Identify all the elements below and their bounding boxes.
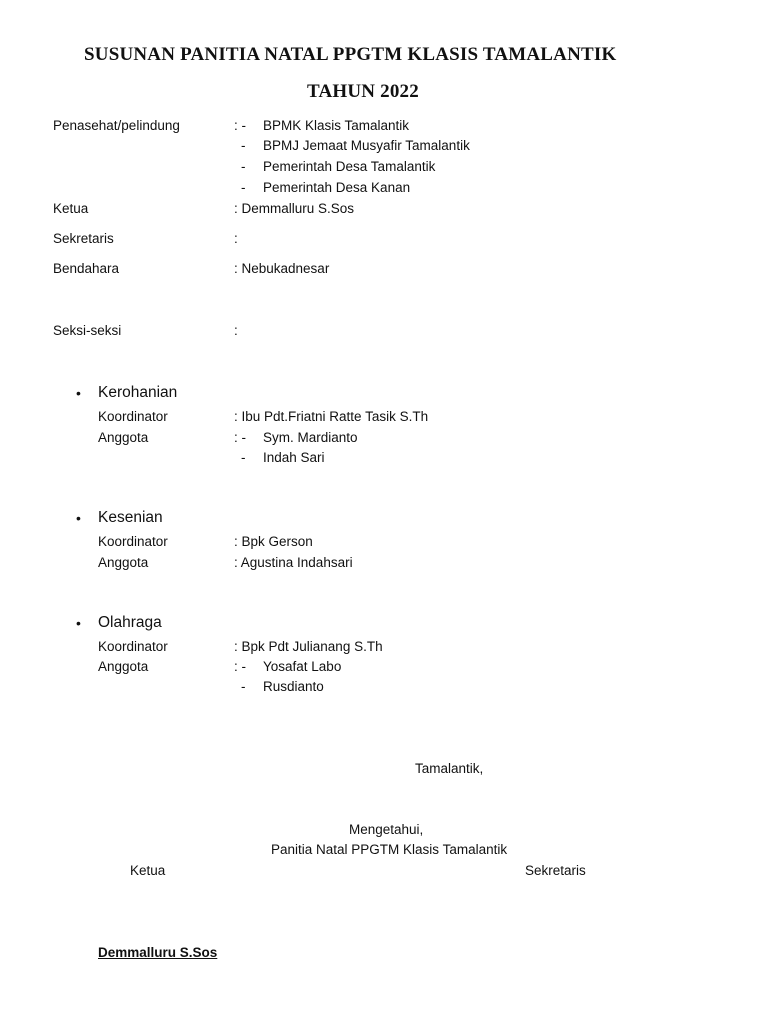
organization-name: Panitia Natal PPGTM Klasis Tamalantik (271, 842, 508, 857)
anggota-item: Sym. Mardianto (263, 430, 358, 445)
section-title: Olahraga (98, 614, 162, 631)
penasehat-item: BPMK Klasis Tamalantik (263, 118, 410, 133)
koordinator-value: : Ibu Pdt.Friatni Ratte Tasik S.Th (234, 409, 429, 424)
document-year: TAHUN 2022 (307, 81, 419, 102)
mengetahui-label: Mengetahui, (349, 822, 424, 837)
anggota-item: Yosafat Labo (263, 659, 342, 674)
anggota-label: Anggota (98, 555, 149, 570)
penasehat-item: Pemerintah Desa Kanan (263, 180, 411, 195)
bendahara-value: : Nebukadnesar (234, 261, 330, 276)
penasehat-colon: : - (234, 118, 246, 133)
dash: - (241, 450, 246, 465)
dash: - (241, 138, 246, 153)
bullet-icon: • (76, 615, 81, 631)
section-title: Kerohanian (98, 384, 178, 401)
anggota-item: Rusdianto (263, 679, 324, 694)
anggota-label: Anggota (98, 659, 149, 674)
ketua-value: : Demmalluru S.Sos (234, 201, 355, 216)
sekretaris-label: Sekretaris (53, 231, 114, 246)
penasehat-item: BPMJ Jemaat Musyafir Tamalantik (263, 138, 470, 153)
penasehat-item: Pemerintah Desa Tamalantik (263, 159, 436, 174)
koordinator-label: Koordinator (98, 639, 168, 654)
anggota-colon: : - (234, 659, 246, 674)
sekretaris-value: : (234, 231, 238, 246)
sekretaris-signature-label: Sekretaris (525, 863, 586, 878)
koordinator-label: Koordinator (98, 409, 168, 424)
anggota-label: Anggota (98, 430, 149, 445)
koordinator-value: : Bpk Gerson (234, 534, 313, 549)
ketua-signature-name: Demmalluru S.Sos (98, 945, 218, 960)
place-date: Tamalantik, (415, 761, 484, 776)
seksi-value: : (234, 323, 238, 338)
koordinator-value: : Bpk Pdt Julianang S.Th (234, 639, 383, 654)
koordinator-label: Koordinator (98, 534, 168, 549)
dash: - (241, 180, 246, 195)
anggota-value: : Agustina Indahsari (234, 555, 353, 570)
seksi-label: Seksi-seksi (53, 323, 122, 338)
ketua-label: Ketua (53, 201, 89, 216)
document-title: SUSUNAN PANITIA NATAL PPGTM KLASIS TAMALANTIK (84, 44, 617, 65)
bullet-icon: • (76, 510, 81, 526)
section-title: Kesenian (98, 509, 163, 526)
anggota-colon: : - (234, 430, 246, 445)
dash: - (241, 159, 246, 174)
anggota-item: Indah Sari (263, 450, 325, 465)
ketua-signature-label: Ketua (130, 863, 166, 878)
penasehat-label: Penasehat/pelindung (53, 118, 180, 133)
bullet-icon: • (76, 385, 81, 401)
bendahara-label: Bendahara (53, 261, 120, 276)
dash: - (241, 679, 246, 694)
